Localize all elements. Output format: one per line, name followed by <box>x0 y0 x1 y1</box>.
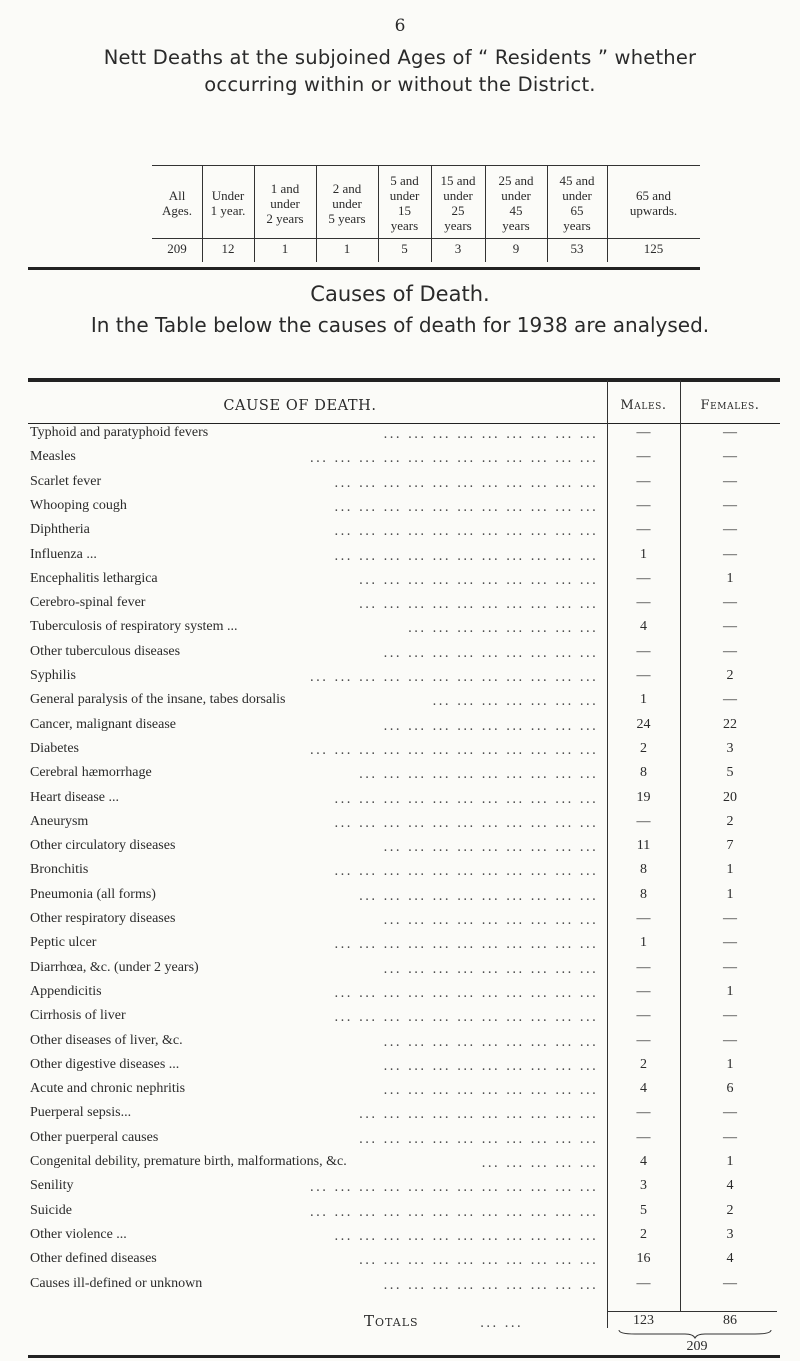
cause-label: Pneumonia (all forms) <box>30 886 156 902</box>
leader-dots: ... ... ... ... ... ... ... ... ... ... ... <box>334 864 598 880</box>
leader-dots: ... ... ... ... ... ... ... ... ... <box>383 1083 598 1099</box>
males-value: — <box>636 595 651 611</box>
header-females: Females. <box>700 398 760 413</box>
age-column-header: 45 and under 65 years <box>559 173 595 233</box>
cause-label: Suicide <box>30 1202 72 1218</box>
leader-dots: ... ... ... ... ... ... ... ... <box>407 621 598 637</box>
females-value: 5 <box>726 765 734 781</box>
males-value: 8 <box>640 765 647 781</box>
males-value: — <box>636 473 651 489</box>
age-column-value: 209 <box>167 241 187 256</box>
leader-dots: ... ... ... ... ... ... ... ... ... <box>383 1058 598 1074</box>
cause-label: Measles <box>30 449 76 465</box>
cause-label: General paralysis of the insane, tabes dorsalis <box>30 692 286 708</box>
leader-dots: ... ... ... ... ... ... ... ... ... ... ... ... <box>309 670 598 685</box>
leader-dots: ... ... ... ... ... ... ... ... ... ... ... <box>334 791 598 807</box>
males-value: — <box>636 959 651 975</box>
males-value: 16 <box>636 1251 651 1267</box>
cause-label: Encephalitis lethargica <box>30 570 158 586</box>
leader-dots: ... ... ... ... ... ... ... ... ... <box>383 1034 598 1050</box>
age-column-header: Under 1 year. <box>210 188 246 218</box>
cause-label: Diarrhœa, &c. (under 2 years) <box>30 959 199 975</box>
table-top-rule <box>28 378 780 382</box>
cause-label: Cancer, malignant disease <box>30 716 176 732</box>
males-value: 5 <box>640 1202 647 1218</box>
males-value: 3 <box>640 1178 647 1194</box>
age-column-header: 15 and under 25 years <box>440 173 476 233</box>
males-value: 11 <box>636 838 651 854</box>
leader-dots: ... ... ... ... ... ... ... ... ... ... ... <box>334 815 598 831</box>
males-value: — <box>636 643 651 659</box>
females-value: 1 <box>726 1056 734 1072</box>
females-value: — <box>723 911 737 926</box>
cause-label: Diphtheria <box>30 522 90 538</box>
cause-label: Appendicitis <box>30 983 102 999</box>
age-column-value: 12 <box>221 241 235 256</box>
males-value: 1 <box>640 935 647 951</box>
age-column-value: 1 <box>343 241 351 256</box>
leader-dots: ... ... ... ... ... ... ... ... ... ... ... <box>334 475 598 491</box>
cause-label: Causes ill-defined or unknown <box>30 1275 203 1291</box>
females-value: — <box>723 497 737 513</box>
cause-label: Senility <box>30 1178 74 1194</box>
females-value: — <box>723 935 737 951</box>
cause-label: Other circulatory diseases <box>30 838 176 854</box>
cause-label: Congenital debility, premature birth, malformations, &c. <box>30 1154 347 1169</box>
leader-dots: ... ... ... ... ... ... ... ... ... ... ... <box>334 937 598 953</box>
cause-label: Whooping cough <box>30 497 127 513</box>
header-cause: CAUSE OF DEATH. <box>223 398 377 414</box>
cause-label: Scarlet fever <box>30 473 102 489</box>
females-value: 4 <box>726 1178 734 1194</box>
females-value: — <box>723 1129 737 1145</box>
leader-dots: ... ... ... ... ... ... ... ... ... ... ... <box>334 499 598 515</box>
age-column-header: 2 and under 5 years <box>328 180 366 226</box>
males-value: 4 <box>640 1081 647 1097</box>
cause-label: Typhoid and paratyphoid fevers <box>30 425 209 440</box>
totals-label: Totals <box>364 1312 419 1330</box>
leader-dots: ... ... ... ... ... ... ... ... ... <box>383 1277 598 1293</box>
females-value: — <box>723 1008 737 1024</box>
cause-label: Bronchitis <box>30 862 89 878</box>
header-males: Males. <box>620 398 667 413</box>
leader-dots: ... ... ... ... ... ... ... ... ... ... ... <box>334 985 598 1001</box>
females-value: — <box>723 959 737 975</box>
males-value: 24 <box>636 716 651 732</box>
males-value: 2 <box>640 1226 647 1242</box>
cause-label: Aneurysm <box>30 813 89 829</box>
cause-label: Other respiratory diseases <box>30 911 176 926</box>
age-column-value: 1 <box>281 241 289 256</box>
females-value: — <box>723 449 737 465</box>
females-value: — <box>723 1105 737 1121</box>
males-value: 4 <box>640 1154 647 1169</box>
leader-dots: ... ... ... ... ... ... ... ... ... ... <box>358 1107 598 1123</box>
age-column-value: 5 <box>401 241 408 256</box>
leader-dots: ... ... ... ... ... ... ... <box>432 694 598 710</box>
leader-dots: ... ... ... ... ... <box>481 1156 598 1171</box>
cause-label: Cerebro-spinal fever <box>30 595 146 611</box>
males-value: 1 <box>640 692 647 708</box>
males-value: 1 <box>640 546 647 562</box>
leader-dots: ... ... ... ... ... ... ... ... ... <box>383 913 598 928</box>
females-value: 2 <box>726 668 734 683</box>
females-value: — <box>723 522 737 538</box>
females-value: 3 <box>726 1226 734 1242</box>
leader-dots: ... ... ... ... ... ... ... ... ... ... ... ... <box>309 742 598 758</box>
leader-dots: ... ... ... ... ... ... ... ... ... ... ... ... <box>309 451 598 467</box>
cause-label: Acute and chronic nephritis <box>30 1081 186 1097</box>
cause-label: Other diseases of liver, &c. <box>30 1032 183 1048</box>
age-column-value: 9 <box>512 241 520 256</box>
males-value: — <box>636 1275 651 1291</box>
females-value: 20 <box>723 789 737 805</box>
females-value: — <box>723 1032 737 1048</box>
cause-label: Other puerperal causes <box>30 1129 159 1145</box>
age-column-header: 25 and under 45 years <box>498 173 534 233</box>
females-value: 1 <box>726 1154 734 1169</box>
cause-label: Influenza ... <box>30 546 97 562</box>
females-value: — <box>723 425 737 440</box>
leader-dots: ... ... ... ... ... ... ... ... ... <box>383 427 598 442</box>
page-number: 6 <box>394 16 406 36</box>
age-column-header: 1 and under 2 years <box>266 180 304 226</box>
causes-title: Causes of Death. <box>310 282 490 306</box>
males-value: — <box>636 983 651 999</box>
males-value: — <box>636 1008 651 1024</box>
males-value: 4 <box>640 619 647 635</box>
females-value: 3 <box>726 740 734 756</box>
males-value: — <box>636 497 651 513</box>
males-value: 8 <box>640 886 647 902</box>
females-value: 22 <box>723 716 737 732</box>
females-value: — <box>723 643 737 659</box>
totals-dots: ... ... <box>480 1316 523 1331</box>
females-value: 1 <box>726 983 734 999</box>
cause-label: Cerebral hæmorrhage <box>30 765 152 781</box>
females-value: 2 <box>726 1202 734 1218</box>
age-column-header: 65 and upwards. <box>629 188 678 218</box>
males-value: — <box>636 668 651 683</box>
totals-rule <box>607 1311 777 1312</box>
females-value: — <box>723 1275 737 1291</box>
totals-males: 123 <box>633 1313 654 1328</box>
females-value: 1 <box>726 886 734 902</box>
page-heading: Nett Deaths at the subjoined Ages of “ Residents ” whether occurring within or without the District. <box>103 46 697 96</box>
leader-dots: ... ... ... ... ... ... ... ... ... ... <box>358 1131 598 1147</box>
table-header-rule <box>28 423 780 424</box>
males-value: 2 <box>640 1056 647 1072</box>
causes-subtitle: In the Table below the causes of death for 1938 are analysed. <box>90 313 710 337</box>
leader-dots: ... ... ... ... ... ... ... ... ... ... <box>358 767 598 783</box>
age-column-value: 3 <box>454 241 462 256</box>
males-value: 19 <box>636 789 651 805</box>
totals-females: 86 <box>723 1313 737 1328</box>
females-value: — <box>723 546 737 562</box>
males-value: — <box>636 911 651 926</box>
females-value: 6 <box>726 1081 734 1097</box>
leader-dots: ... ... ... ... ... ... ... ... ... ... ... ... <box>309 1204 598 1220</box>
age-column-header: All Ages. <box>162 188 192 218</box>
females-value: 1 <box>726 862 734 878</box>
cause-label: Heart disease ... <box>30 789 120 805</box>
leader-dots: ... ... ... ... ... ... ... ... ... <box>383 718 598 734</box>
table-bottom-rule <box>28 1355 780 1358</box>
males-value: — <box>636 1105 651 1121</box>
leader-dots: ... ... ... ... ... ... ... ... ... ... ... <box>334 1010 598 1026</box>
cause-label: Other violence ... <box>30 1226 127 1242</box>
leader-dots: ... ... ... ... ... ... ... ... ... <box>383 961 598 977</box>
females-value: 2 <box>726 813 734 829</box>
leader-dots: ... ... ... ... ... ... ... ... ... ... <box>358 597 598 613</box>
leader-dots: ... ... ... ... ... ... ... ... ... ... ... ... <box>309 1180 598 1196</box>
cause-label: Other digestive diseases ... <box>30 1056 180 1072</box>
leader-dots: ... ... ... ... ... ... ... ... ... ... ... <box>334 524 598 540</box>
males-value: 2 <box>640 740 647 756</box>
males-value: — <box>636 813 651 829</box>
age-column-value: 53 <box>570 241 584 256</box>
age-column-header: 5 and under 15 years <box>389 173 420 233</box>
females-value: — <box>723 619 737 635</box>
females-value: 1 <box>726 570 734 586</box>
cause-label: Diabetes <box>30 740 79 756</box>
males-value: — <box>636 1129 651 1145</box>
cause-label: Cirrhosis of liver <box>30 1008 126 1024</box>
leader-dots: ... ... ... ... ... ... ... ... ... ... ... <box>334 1228 598 1244</box>
females-value: 7 <box>726 838 734 854</box>
males-value: — <box>636 425 651 440</box>
leader-dots: ... ... ... ... ... ... ... ... ... <box>383 840 598 856</box>
females-value: — <box>723 473 737 489</box>
leader-dots: ... ... ... ... ... ... ... ... ... ... ... <box>334 548 598 564</box>
cause-label: Syphilis <box>30 668 76 683</box>
males-value: — <box>636 449 651 465</box>
males-value: — <box>636 1032 651 1048</box>
females-value: — <box>723 595 737 611</box>
cause-label: Other defined diseases <box>30 1251 157 1267</box>
leader-dots: ... ... ... ... ... ... ... ... ... ... <box>358 572 598 588</box>
cause-label: Tuberculosis of respiratory system ... <box>30 619 238 635</box>
cause-label: Other tuberculous diseases <box>30 643 181 659</box>
age-column-value: 125 <box>643 241 664 256</box>
leader-dots: ... ... ... ... ... ... ... ... ... ... <box>358 1253 598 1269</box>
males-value: — <box>636 570 651 586</box>
cause-label: Puerperal sepsis... <box>30 1105 132 1121</box>
grand-total: 209 <box>686 1339 708 1354</box>
cause-label: Peptic ulcer <box>30 935 97 951</box>
leader-dots: ... ... ... ... ... ... ... ... ... ... <box>358 888 598 904</box>
males-value: 8 <box>640 862 647 878</box>
females-value: 4 <box>726 1251 734 1267</box>
females-value: — <box>723 692 737 708</box>
leader-dots: ... ... ... ... ... ... ... ... ... <box>383 645 598 661</box>
males-value: — <box>636 522 651 538</box>
